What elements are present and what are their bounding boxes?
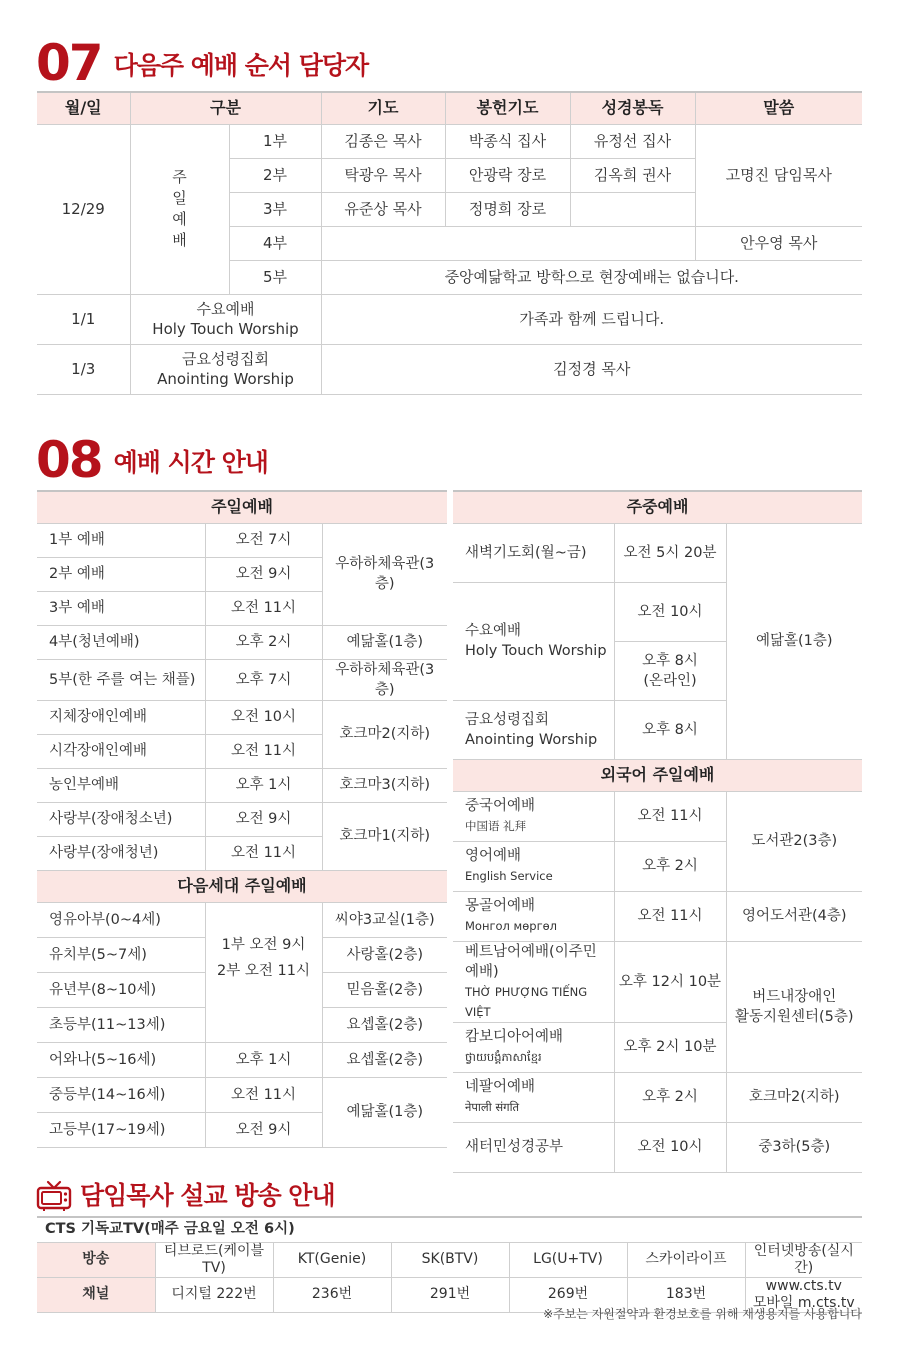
roster-reading: 유정선 집사 bbox=[570, 124, 695, 158]
broadcast-row-label: 채널 bbox=[37, 1277, 155, 1312]
service-name: 5부(한 주를 여는 채플) bbox=[37, 659, 205, 700]
section-08-heading bbox=[36, 431, 268, 489]
broadcast-channel: 269번 bbox=[509, 1277, 627, 1312]
next-gen-times: 1부 오전 9시 2부 오전 11시 bbox=[205, 902, 322, 1042]
roster-reading: 김옥희 권사 bbox=[570, 158, 695, 192]
service-place: 우하하체육관(3층) bbox=[322, 523, 447, 625]
service-name: 3부 예배 bbox=[37, 591, 205, 625]
section-08-title: 예배 시간 안내 bbox=[113, 448, 268, 477]
service-time: 오후 8시 (온라인) bbox=[614, 641, 726, 700]
service-time: 오후 7시 bbox=[205, 659, 322, 700]
roster-sermon-main: 고명진 담임목사 bbox=[695, 124, 862, 226]
service-place: 중3하(5층) bbox=[726, 1122, 862, 1172]
service-name: 초등부(11~13세) bbox=[37, 1007, 205, 1042]
service-time: 오전 9시 bbox=[205, 802, 322, 836]
service-time: 오전 10시 bbox=[614, 1122, 726, 1172]
service-place: 씨야3교실(1층) bbox=[322, 902, 447, 937]
header-offering-prayer: 봉헌기도 bbox=[445, 92, 570, 124]
service-time: 오후 1시 bbox=[205, 1042, 322, 1077]
broadcast-caption: CTS 기독교TV(매주 금요일 오전 6시) bbox=[37, 1217, 862, 1242]
service-name: 지체장애인예배 bbox=[37, 700, 205, 734]
service-time: 오전 11시 bbox=[205, 591, 322, 625]
broadcast-row-label: 방송 bbox=[37, 1242, 155, 1277]
service-name: 금요성령집회 Anointing Worship bbox=[453, 700, 614, 759]
broadcast-network: 인터넷방송(실시간) bbox=[745, 1242, 862, 1277]
service-time: 오전 9시 bbox=[205, 1112, 322, 1147]
service-name: 1부 예배 bbox=[37, 523, 205, 557]
roster-offering: 안광락 장로 bbox=[445, 158, 570, 192]
service-time: 오전 11시 bbox=[614, 791, 726, 841]
service-name: 캄보디아어예배 ថ្វាយបង្គំភាសាខ្មែរ bbox=[453, 1022, 614, 1072]
roster-fri-name: 금요성령집회 Anointing Worship bbox=[130, 344, 321, 394]
service-name: 몽골어예배 Монгол мөргөл bbox=[453, 891, 614, 941]
broadcast-channel: 236번 bbox=[273, 1277, 391, 1312]
service-time: 오전 7시 bbox=[205, 523, 322, 557]
service-name: 영어예배 English Service bbox=[453, 841, 614, 891]
roster-notice: 중앙예닮학교 방학으로 현장예배는 없습니다. bbox=[321, 260, 862, 294]
service-place: 요셉홀(2층) bbox=[322, 1042, 447, 1077]
sunday-service-table bbox=[37, 490, 447, 1148]
section-07-number: 07 bbox=[36, 34, 102, 92]
service-name: 유치부(5~7세) bbox=[37, 937, 205, 972]
service-name: 수요예배 Holy Touch Worship bbox=[453, 582, 614, 700]
service-time: 오전 11시 bbox=[614, 891, 726, 941]
service-time: 오후 2시 bbox=[205, 625, 322, 659]
roster-date-wed: 1/1 bbox=[37, 294, 130, 344]
service-name: 사랑부(장애청년) bbox=[37, 836, 205, 870]
roster-date-fri: 1/3 bbox=[37, 344, 130, 394]
roster-prayer: 유준상 목사 bbox=[321, 192, 445, 226]
service-place: 우하하체육관(3층) bbox=[322, 659, 447, 700]
service-place: 호크마1(지하) bbox=[322, 802, 447, 870]
roster-wed-name: 수요예배 Holy Touch Worship bbox=[130, 294, 321, 344]
recycled-paper-note: ※주보는 자원절약과 환경보호를 위해 재생용지를 사용합니다 bbox=[543, 1307, 862, 1321]
service-name: 시각장애인예배 bbox=[37, 734, 205, 768]
tv-icon bbox=[36, 1180, 72, 1210]
service-name: 네팔어예배 नेपाली संगति bbox=[453, 1072, 614, 1122]
broadcast-network: KT(Genie) bbox=[273, 1242, 391, 1277]
broadcast-channel: 291번 bbox=[391, 1277, 509, 1312]
service-name: 4부(청년예배) bbox=[37, 625, 205, 659]
foreign-header: 외국어 주일예배 bbox=[453, 759, 862, 791]
service-name: 고등부(17~19세) bbox=[37, 1112, 205, 1147]
section-07-title: 다음주 예배 순서 담당자 bbox=[113, 51, 369, 80]
sunday-service-label: 주 일 예 배 bbox=[130, 124, 229, 294]
service-place: 영어도서관(4층) bbox=[726, 891, 862, 941]
internet-url[interactable]: www.cts.tv bbox=[765, 1277, 842, 1294]
roster-sermon-4: 안우영 목사 bbox=[695, 226, 862, 260]
service-place: 예닮홀(1층) bbox=[726, 523, 862, 759]
broadcast-network: SK(BTV) bbox=[391, 1242, 509, 1277]
service-time: 오후 1시 bbox=[205, 768, 322, 802]
roster-reading bbox=[570, 192, 695, 226]
broadcast-title: 담임목사 설교 방송 안내 bbox=[80, 1181, 335, 1210]
service-time: 오전 9시 bbox=[205, 557, 322, 591]
service-place: 도서관2(3층) bbox=[726, 791, 862, 891]
weekday-header: 주중예배 bbox=[453, 491, 862, 523]
roster-offering: 박종식 집사 bbox=[445, 124, 570, 158]
service-name: 중등부(14~16세) bbox=[37, 1077, 205, 1112]
roster-empty bbox=[321, 226, 695, 260]
next-gen-header: 다음세대 주일예배 bbox=[37, 870, 447, 902]
service-time: 오후 8시 bbox=[614, 700, 726, 759]
broadcast-heading bbox=[36, 1176, 335, 1214]
roster-offering: 정명희 장로 bbox=[445, 192, 570, 226]
broadcast-network: LG(U+TV) bbox=[509, 1242, 627, 1277]
roster-part: 3부 bbox=[229, 192, 321, 226]
broadcast-table bbox=[37, 1216, 862, 1313]
service-place: 호크마3(지하) bbox=[322, 768, 447, 802]
header-scripture-reading: 성경봉독 bbox=[570, 92, 695, 124]
header-prayer: 기도 bbox=[321, 92, 445, 124]
service-time: 오후 2시 10분 bbox=[614, 1022, 726, 1072]
header-sermon: 말씀 bbox=[695, 92, 862, 124]
service-time: 오전 11시 bbox=[205, 734, 322, 768]
service-name: 농인부예배 bbox=[37, 768, 205, 802]
service-time: 오전 5시 20분 bbox=[614, 523, 726, 582]
sunday-header: 주일예배 bbox=[37, 491, 447, 523]
mobile-url[interactable]: 모바일 m.cts.tv bbox=[752, 1294, 855, 1311]
service-roster-table bbox=[37, 91, 862, 395]
service-place: 요셉홀(2층) bbox=[322, 1007, 447, 1042]
service-place: 호크마2(지하) bbox=[726, 1072, 862, 1122]
header-category: 구분 bbox=[130, 92, 321, 124]
roster-part: 2부 bbox=[229, 158, 321, 192]
service-time: 오후 2시 bbox=[614, 1072, 726, 1122]
service-place: 버드내장애인 활동지원센터(5층) bbox=[726, 941, 862, 1072]
roster-prayer: 김종은 목사 bbox=[321, 124, 445, 158]
service-name: 중국어예배 中国语 礼拜 bbox=[453, 791, 614, 841]
header-date: 월/일 bbox=[37, 92, 130, 124]
roster-date-sunday: 12/29 bbox=[37, 124, 130, 294]
broadcast-channel: 183번 bbox=[627, 1277, 745, 1312]
service-time: 오전 11시 bbox=[205, 1077, 322, 1112]
broadcast-channel: 디지털 222번 bbox=[155, 1277, 273, 1312]
service-time: 오후 12시 10분 bbox=[614, 941, 726, 1022]
service-name: 베트남어예배(이주민예배) THỜ PHƯỢNG TIẾNG VIỆT bbox=[453, 941, 614, 1022]
service-name: 새터민성경공부 bbox=[453, 1122, 614, 1172]
service-name: 사랑부(장애청소년) bbox=[37, 802, 205, 836]
service-name: 영유아부(0~4세) bbox=[37, 902, 205, 937]
broadcast-network: 스카이라이프 bbox=[627, 1242, 745, 1277]
roster-wed-note: 가족과 함께 드립니다. bbox=[321, 294, 862, 344]
roster-part: 1부 bbox=[229, 124, 321, 158]
service-place: 호크마2(지하) bbox=[322, 700, 447, 768]
service-time: 오전 10시 bbox=[205, 700, 322, 734]
roster-part: 5부 bbox=[229, 260, 321, 294]
roster-prayer: 탁광우 목사 bbox=[321, 158, 445, 192]
service-name: 유년부(8~10세) bbox=[37, 972, 205, 1007]
service-place: 사랑홀(2층) bbox=[322, 937, 447, 972]
service-name: 어와나(5~16세) bbox=[37, 1042, 205, 1077]
roster-fri-note: 김정경 목사 bbox=[321, 344, 862, 394]
service-place: 믿음홀(2층) bbox=[322, 972, 447, 1007]
service-place: 예닮홀(1층) bbox=[322, 1077, 447, 1147]
service-time: 오전 10시 bbox=[614, 582, 726, 641]
service-time: 오후 2시 bbox=[614, 841, 726, 891]
broadcast-network: 티브로드(케이블TV) bbox=[155, 1242, 273, 1277]
section-08-number: 08 bbox=[36, 431, 102, 489]
service-name: 2부 예배 bbox=[37, 557, 205, 591]
service-name: 새벽기도회(월~금) bbox=[453, 523, 614, 582]
service-time: 오전 11시 bbox=[205, 836, 322, 870]
section-07-heading bbox=[36, 34, 369, 92]
weekday-service-table bbox=[453, 490, 862, 1173]
roster-part: 4부 bbox=[229, 226, 321, 260]
service-place: 예닮홀(1층) bbox=[322, 625, 447, 659]
